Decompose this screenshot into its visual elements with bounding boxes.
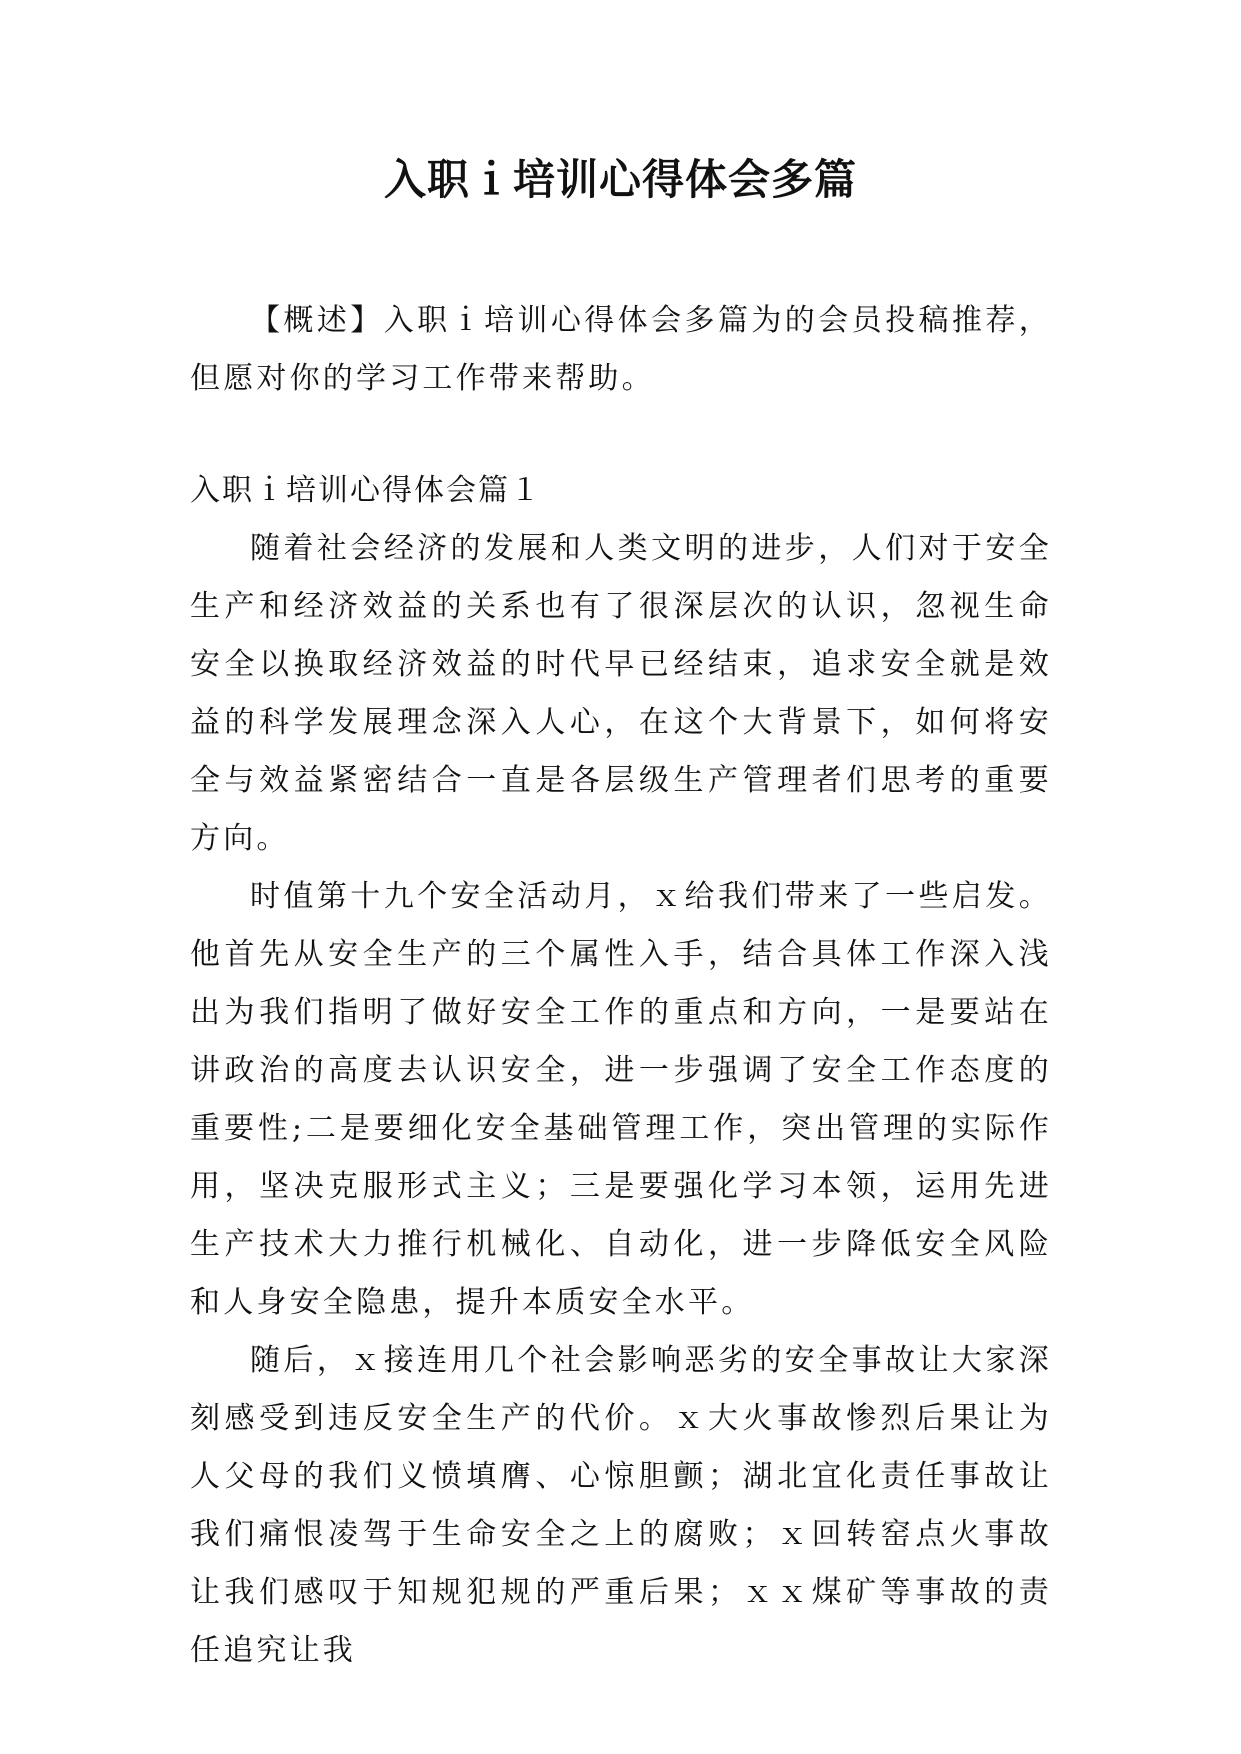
body-paragraph-3: 随后，ｘ接连用几个社会影响恶劣的安全事故让大家深刻感受到违反安全生产的代价。ｘ大火事故惨烈后果让为人父母的我们义愤填膺、心惊胆颤；湖北宜化责任事故让我们痛恨凌驾于生命安全之上的腐败；ｘ回转窑点火事故让我们感叹于知规犯规的严重后果；ｘｘ煤矿等事故的责任追究让我 (190, 1343, 1052, 1668)
summary-paragraph: 【概述】入职ｉ培训心得体会多篇为的会员投稿推荐，但愿对你的学习工作带来帮助。 (190, 303, 1052, 396)
summary-block (190, 292, 1052, 408)
section-heading: 入职ｉ培训心得体会篇１ (190, 473, 542, 508)
body-paragraph-1: 随着社会经济的发展和人类文明的进步，人们对于安全生产和经济效益的关系也有了很深层次的认识，忽视生命安全以换取经济效益的时代早已经结束，追求安全就是效益的科学发展理念深入人心，在这个大背景下，如何将安全与效益紧密结合一直是各层级生产管理者们思考的重要方向。 (190, 531, 1052, 856)
document-title: 入职ｉ培训心得体会多篇 (383, 155, 857, 204)
body-paragraph-2: 时值第十九个安全活动月，ｘ给我们带来了一些启发。他首先从安全生产的三个属性入手，结合具体工作深入浅出为我们指明了做好安全工作的重点和方向，一是要站在讲政治的高度去认识安全，进一步强调了安全工作态度的重要性;二是要细化安全基础管理工作，突出管理的实际作用，坚决克服形式主义；三是要强化学习本领，运用先进生产技术大力推行机械化、自动化，进一步降低安全风险和人身安全隐患，提升本质安全水平。 (190, 879, 1052, 1320)
section-content (190, 520, 1052, 1680)
